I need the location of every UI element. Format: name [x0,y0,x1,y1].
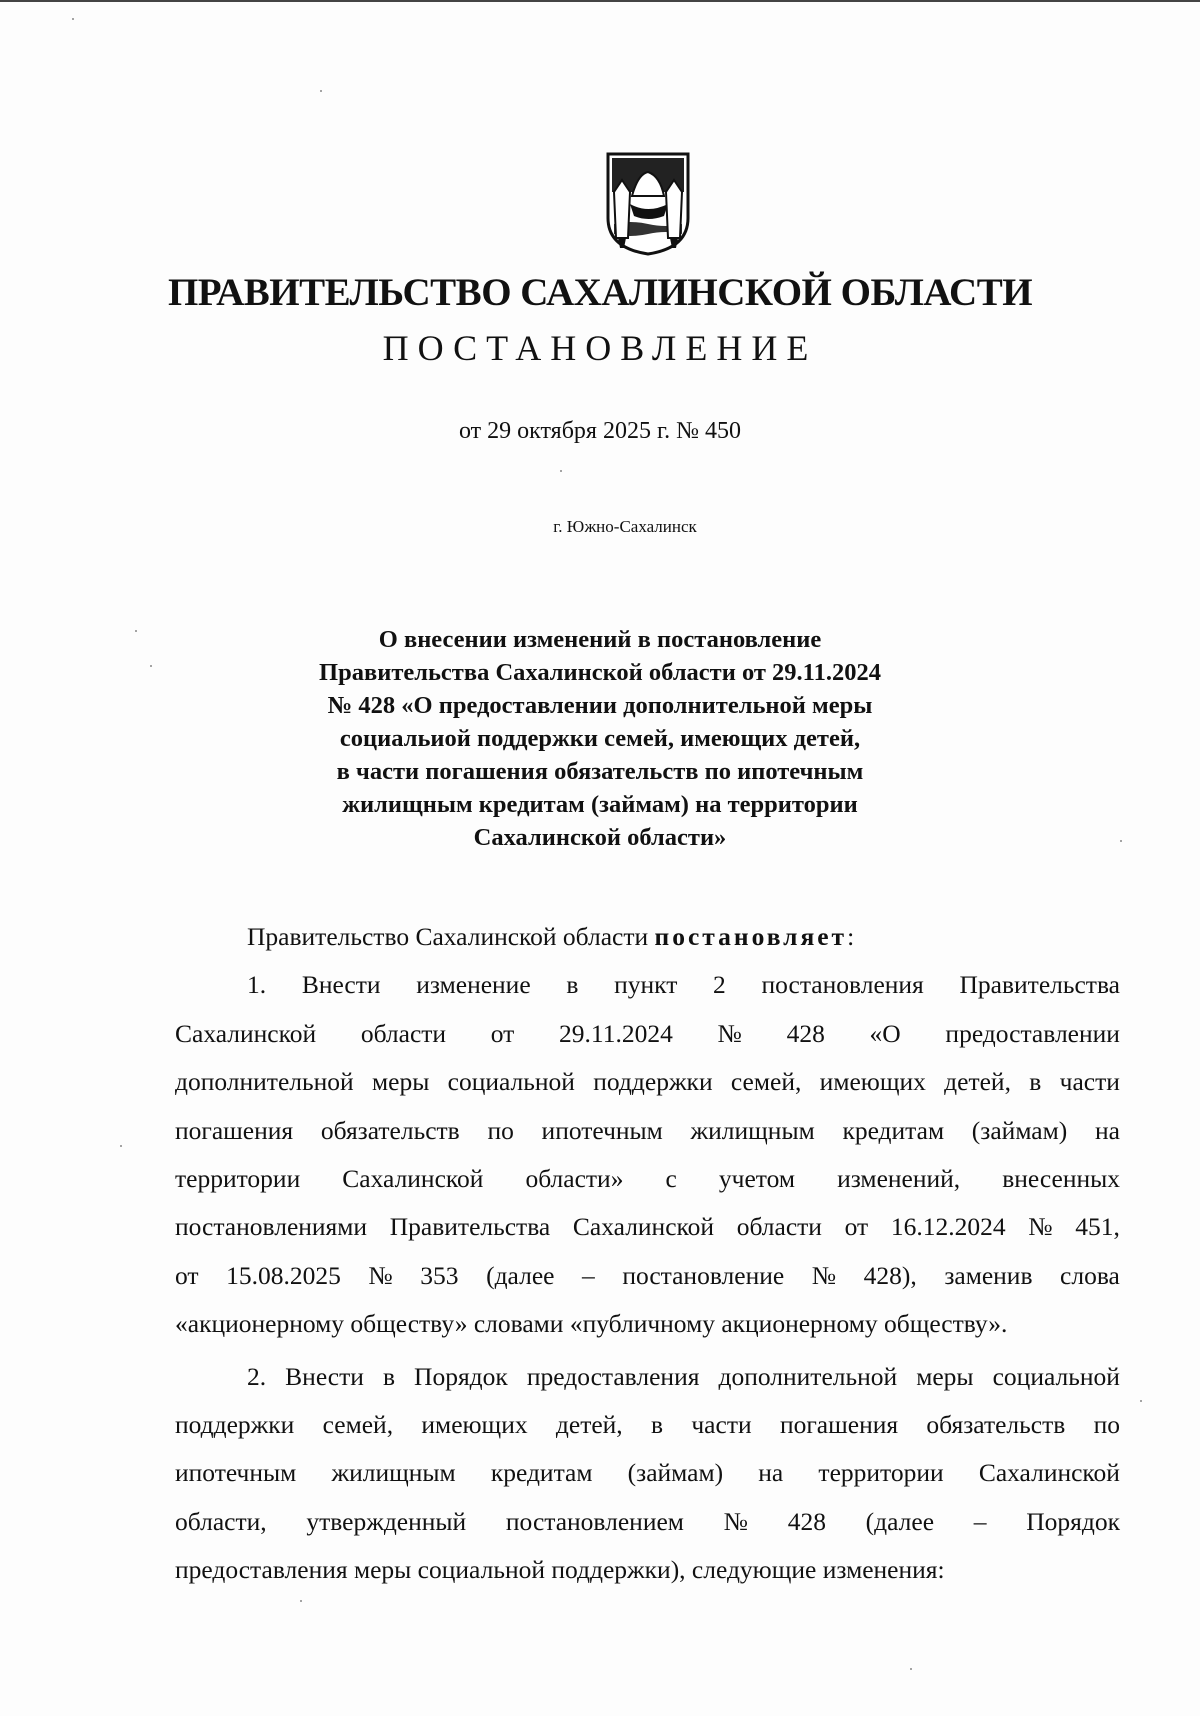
scan-speck [910,1668,912,1670]
body-line: от 15.08.2025 № 353 (далее – постановление № 428), заменив слова [175,1260,1120,1290]
document-type: ПОСТАНОВЛЕНИЕ [382,328,818,368]
subject-line: № 428 «О предоставлении дополнительной меры [327,692,873,719]
subject-line: О внесении изменений в постановление [378,626,822,653]
intro-suffix: : [847,922,855,951]
body-line: 2. Внести в Порядок предоставления дополнительной меры социальной [247,1361,1120,1391]
document-city: г. Южно-Сахалинск [553,517,697,536]
body-line: «акционерному обществу» словами «публичному акционерному обществу». [175,1309,1008,1339]
intro-line [175,913,1120,961]
subject-line: социальиой поддержки семей, имеющих детей, [339,725,861,752]
body-line: предоставления меры социальной поддержки), следующие изменения: [175,1555,945,1585]
body-line: постановлениями Правительства Сахалинской области от 16.12.2024 № 451, [175,1212,1120,1242]
subject-line: в части погашения обязательств по ипотечным [336,758,864,785]
body-line: ипотечным жилищным кредитам (займам) на территории Сахалинской [175,1458,1120,1488]
government-title: ПРАВИТЕЛЬСТВО САХАЛИНСКОЙ ОБЛАСТИ [167,271,1033,314]
intro-verb: постановляет [654,922,848,951]
paragraph-2 [175,1353,1120,1595]
scan-speck [1120,840,1122,842]
body-line: области, утвержденный постановлением № 428 (далее – Порядок [175,1506,1120,1536]
body-line: 1. Внести изменение в пункт 2 постановления Правительства [247,970,1120,1000]
scan-speck [300,1600,302,1602]
body-line: дополнительной меры социальной поддержки семей, имеющих детей, в части [175,1067,1120,1097]
subject-line: Сахалинской области» [473,824,727,851]
body-line: поддержки семей, имеющих детей, в части погашения обязательств по [175,1409,1120,1439]
scan-speck [135,630,137,632]
intro-prefix: Правительство Сахалинской области [247,922,649,951]
scan-speck [320,90,322,92]
scan-speck [150,665,152,667]
document-date-number: от 29 октября 2025 г. № 450 [458,418,741,444]
scan-speck [120,1145,122,1147]
coat-of-arms-emblem [600,152,696,256]
body-line: Сахалинской области от 29.11.2024 № 428 «О предоставлении [175,1018,1120,1048]
body-line: территории Сахалинской области» с учетом изменений, внесенных [175,1163,1120,1193]
scan-speck [72,18,74,20]
paragraph-1 [175,961,1120,1348]
document-body [175,913,1120,1594]
scan-speck [560,470,562,472]
subject-line: жилищным кредитам (займам) на территории [342,791,858,818]
document-subject [300,623,900,854]
body-line: погашения обязательств по ипотечным жилищным кредитам (займам) на [175,1115,1120,1145]
scan-speck [1140,1400,1142,1402]
subject-line: Правительства Сахалинской области от 29.11.2024 [319,659,881,686]
top-border-line [0,0,1200,2]
